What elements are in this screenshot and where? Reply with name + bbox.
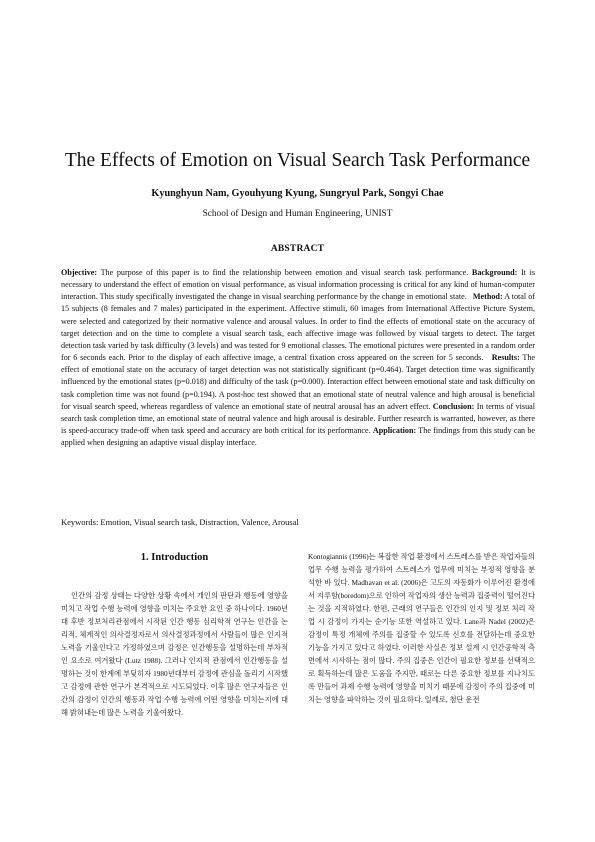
method-text: A total of 15 subjects (8 females and 7 males) participated in the experiment. Affective stimuli, 60 images from International Affective Picture System, were selected and categorized by their normative valence and arousal values. In order to find the effects of emotional state on the accuracy of target detection and on the time to complete a visual search task, each affective image was followed by visual targets to detect. The target detection task varied by task difficulty (3 levels) and was tested for 9 emotional classes. The emotional pictures were presented in a random order for 6 seconds each. Prior to the display of each affective image, a central fixation cross appeared on the screen for 5 seconds. xyxy=(61,292,535,363)
objective-label: Objective: xyxy=(61,268,98,277)
conclusion-text: In terms of visual search task completion time, an emotional state of neutral valence and high arousal is desirable. Further research is warranted, however, as there is speed-accuracy trade-off when task speed and accuracy are both critical for its performance. xyxy=(61,401,536,436)
results-text: The effect of emotional state on the accuracy of target detection was not statistically significant (p=0.464). Target detection time was significantly influenced by the emotional states (p=0.018) and difficulty of the task (p=0.000). Interaction effect between emotional state and task difficulty on task completion time was not found (p=0.194). A post-hoc test showed that an emotional state of neutral valence and high arousal is beneficial for visual search speed, whereas regardless of valence an emotional state of neutral arousal has an advert effect. xyxy=(61,353,536,411)
introduction-left-column xyxy=(61,589,288,719)
method-label: Method: xyxy=(472,292,503,302)
introduction-paragraph: 인간의 감정 상태는 다양한 상황 속에서 개인의 판단과 행동에 영향을 미치고 작업 수행 능력에 영향을 미치는 주요한 요인 중 하나이다. 1960년대 후반 정보처리관점에서 시작된 인간 행동 심리학적 연구는 인간을 논리적, 체계적인 의사결정자로서 의사결정과정에서 사람들이 많은 인지적 노력을 기울인다고 가정하였으며 감정은 인간행동을 설명하는데 부차적인 요소로 여겨왔다 (Lutz 1988). 그러나 인지적 관점에서 인간행동을 설명하는 것이 한계에 부딪히자 1980년대부터 감정에 관심을 돌리기 시작했고 감정에 관한 연구가 본격적으로 시도되었다. 이후 많은 연구자들은 인간의 감정이 인간의 행동과 작업 수행 능력에 어떤 영향을 미치는지에 대해 밝혀내는데 많은 노력을 기울여왔다. xyxy=(61,591,288,717)
paper-title: The Effects of Emotion on Visual Search Task Performance xyxy=(64,150,531,171)
abstract-body xyxy=(61,267,535,449)
keywords: Keywords: Emotion, Visual search task, Distraction, Valence, Arousal xyxy=(61,517,299,527)
background-text: It is necessary to understand the effect of emotion on visual performance, as visual information processing is critical for any kind of human-computer interaction. This study specifically investigated the change in visual searching performance by the change in emotional state. xyxy=(61,268,535,302)
abstract-heading: ABSTRACT xyxy=(270,244,325,254)
results-label: Results: xyxy=(491,353,520,363)
introduction-paragraph-continued: Kontogiannis (1996)는 복잡한 작업 환경에서 스트레스를 받은 작업자들의 업무 수행 능력을 평가하여 스트레스가 업무에 미치는 부정적 영향을 분석한 바 있다. Madhavan et al. (2006)은 고도의 자동화가 이루어진 환경에서 지루함(boredom)으로 인하여 작업자의 생산 능력과 집중력이 떨어진다는 것을 지적하였다. 한편, 근래의 연구들은 인간의 인지 및 정보 처리 작업 시 감정이 가지는 순기능 또한 역설하고 있다. Lane과 Nadel (2002)은 감정이 특정 개체에 주의를 집중할 수 있도록 신호를 전달하는데 중요한 기능을 가지고 있다고 하였다. 이러한 사실은 정보 설계 시 인간공학적 측면에서 시사하는 점이 많다. 주의 집중은 인간이 필요한 정보를 선택적으로 획득하는데 많은 도움을 주지만, 때로는 다른 중요한 정보를 지나치도록 만들어 과제 수행 능력에 영향을 미치기 때문에 감정이 주의 집중에 미치는 영향을 파악하는 것이 필요하다. 일례로, 첨단 운전 xyxy=(308,552,535,704)
conclusion-label: Conclusion: xyxy=(432,401,475,411)
affiliation: School of Design and Human Engineering, UNIST xyxy=(202,209,393,219)
application-text: The findings from this study can be applied when designing an adaptive visual display interface. xyxy=(61,426,536,448)
author-list: Kyunghyun Nam, Gyouhyung Kyung, Sungryul Park, Songyi Chae xyxy=(151,188,444,199)
objective-text: The purpose of this paper is to find the relationship between emotion and visual search task performance. xyxy=(97,268,469,277)
introduction-right-column xyxy=(308,550,535,706)
section-heading-introduction: 1. Introduction xyxy=(140,552,209,563)
background-label: Background: xyxy=(471,268,518,277)
application-label: Application: xyxy=(372,426,417,436)
